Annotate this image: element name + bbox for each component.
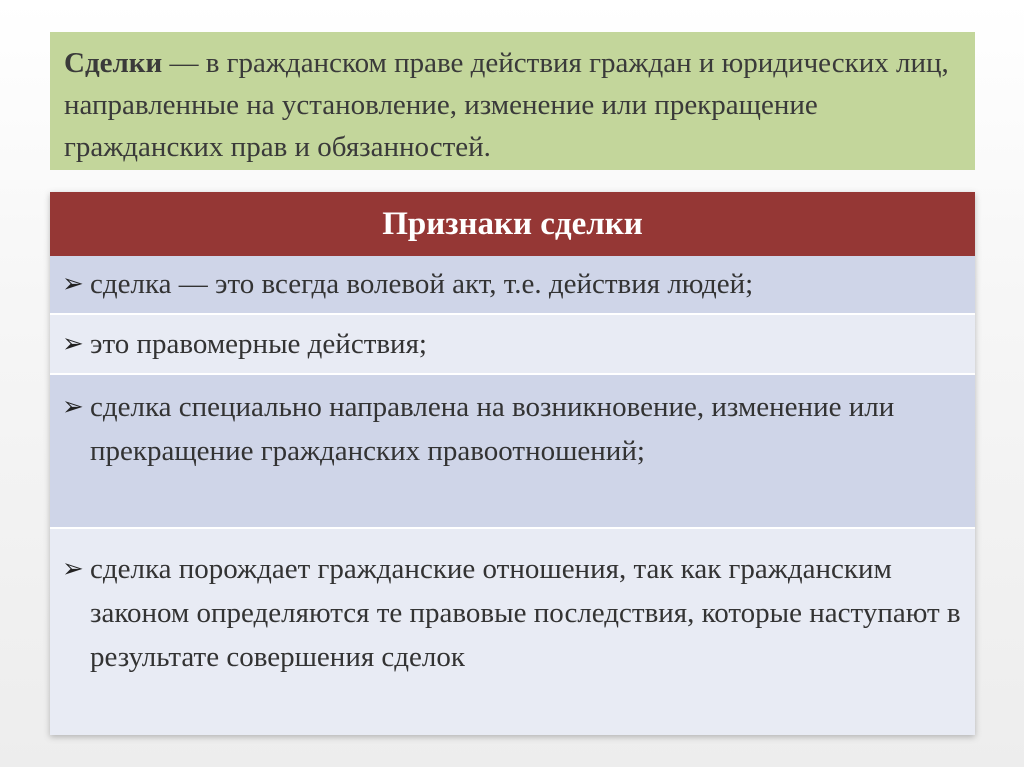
row-text: это правомерные действия; [90, 328, 427, 360]
table-row [50, 256, 975, 315]
table-row [50, 529, 975, 735]
features-table [50, 192, 975, 735]
definition-box [50, 32, 975, 170]
row-text: сделка порождает гражданские отношения, так как гражданским законом определяются те правовые последствия, которые наступают в результате совершения сделок [90, 553, 961, 673]
row-text: сделка — это всегда волевой акт, т.е. действия людей; [90, 268, 754, 300]
definition-text: — в гражданском праве действия граждан и юридических лиц, направленные на установление, изменение или прекращение гражданских прав и обязанностей. [64, 47, 949, 163]
row-text: сделка специально направлена на возникновение, изменение или прекращение гражданских правоотношений; [90, 391, 895, 467]
table-row [50, 315, 975, 375]
table-row [50, 375, 975, 529]
arrow-bullet-icon: ➢ [62, 269, 84, 298]
definition-term: Сделки [64, 47, 163, 79]
arrow-bullet-icon: ➢ [62, 554, 84, 583]
arrow-bullet-icon: ➢ [62, 392, 84, 421]
arrow-bullet-icon: ➢ [62, 329, 84, 358]
table-header: Признаки сделки [50, 192, 975, 256]
